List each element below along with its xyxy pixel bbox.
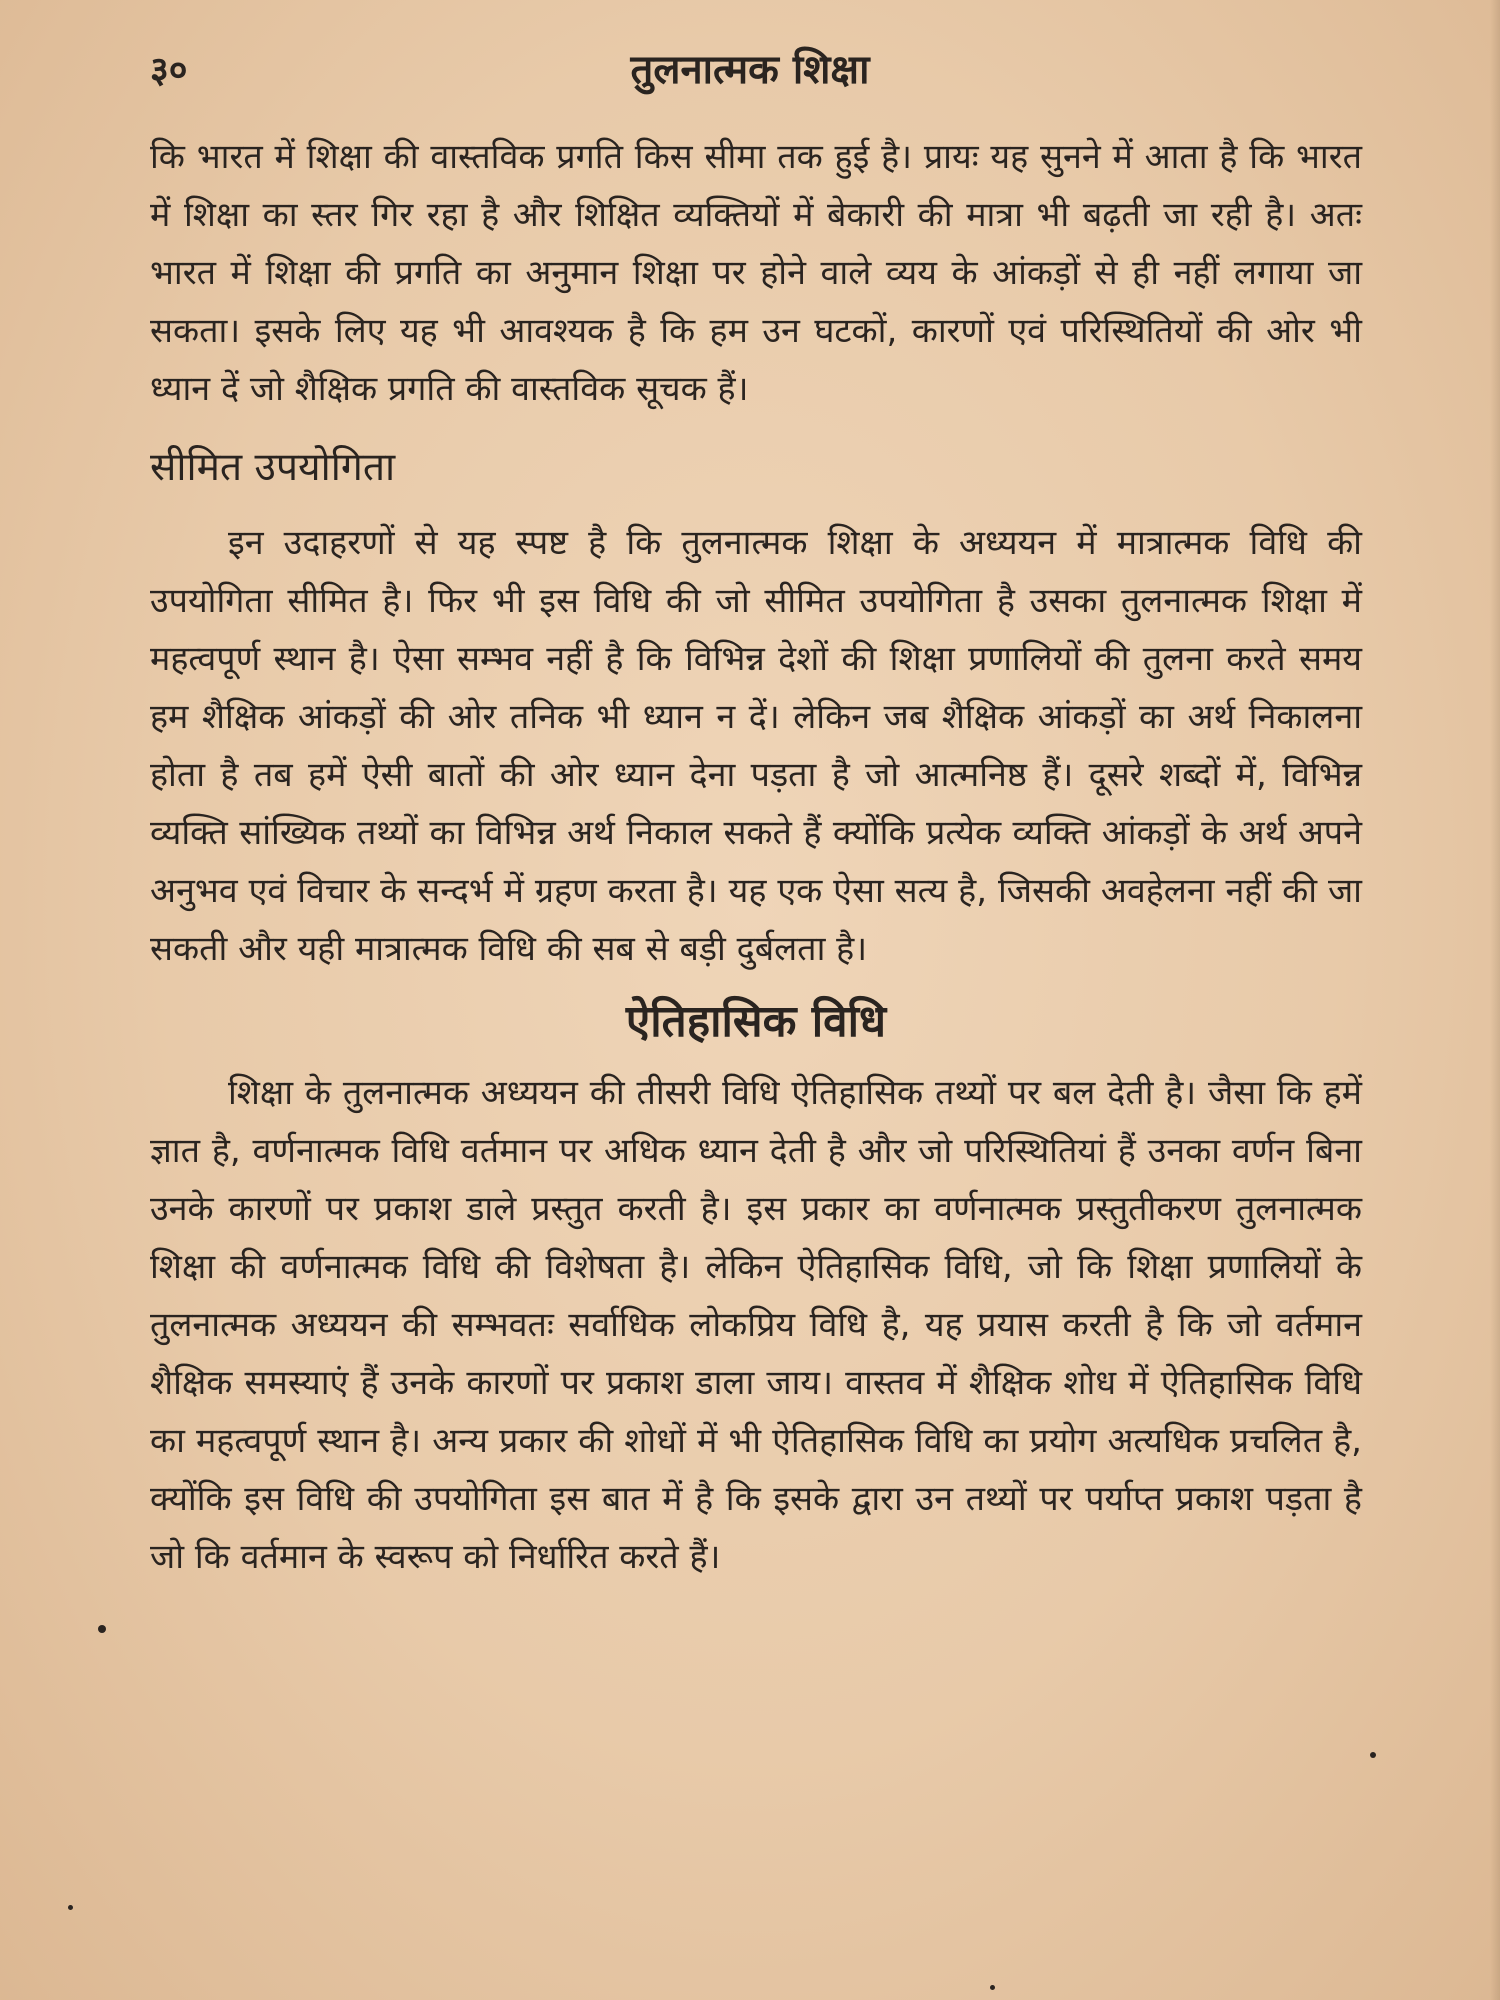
ink-speck [1370,1752,1376,1758]
ink-speck [98,1625,106,1633]
running-title: तुलनात्मक शिक्षा [630,47,870,93]
page-edge-shadow [1490,0,1500,2000]
section-heading-limited-utility: सीमित उपयोगिता [150,445,396,490]
page-number: ३० [150,50,188,91]
page-header [150,40,1350,100]
paragraph-historical-method: शिक्षा के तुलनात्मक अध्ययन की तीसरी विधि ऐतिहासिक तथ्यों पर बल देती है। जैसा कि हमें ज्ञात है, वर्णनात्मक विधि वर्तमान पर अधिक ध्यान देती है और जो परिस्थितियां हैं उनका वर्णन बिना उनके कारणों पर प्रकाश डाले प्रस्तुत करती है। इस प्रकार का वर्णनात्मक प्रस्तुतीकरण तुलनात्मक शिक्षा की वर्णनात्मक विधि की विशेषता है। लेकिन ऐतिहासिक विधि, जो कि शिक्षा प्रणालियों के तुलनात्मक अध्ययन की सम्भवतः सर्वाधिक लोकप्रिय विधि है, यह प्रयास करती है कि जो वर्तमान शैक्षिक समस्याएं हैं उनके कारणों पर प्रकाश डाला जाय। वास्तव में शैक्षिक शोध में ऐतिहासिक विधि का महत्वपूर्ण स्थान है। अन्य प्रकार की शोधों में भी ऐतिहासिक विधि का प्रयोग अत्यधिक प्रचलित है, क्योंकि इस विधि की उपयोगिता इस बात में है कि इसके द्वारा उन तथ्यों पर पर्याप्त प्रकाश पड़ता है जो कि वर्तमान के स्वरूप को निर्धारित करते हैं। [150,1073,1362,1577]
ink-speck [990,1985,995,1990]
section-heading-historical-method: ऐतिहासिक विधि [625,996,887,1047]
page-body [150,128,1362,1586]
paragraph-limited-utility: इन उदाहरणों से यह स्पष्ट है कि तुलनात्मक शिक्षा के अध्ययन में मात्रात्मक विधि की उपयोगिता सीमित है। फिर भी इस विधि की जो सीमित उपयोगिता है उसका तुलनात्मक शिक्षा में महत्वपूर्ण स्थान है। ऐसा सम्भव नहीं है कि विभिन्न देशों की शिक्षा प्रणालियों की तुलना करते समय हम शैक्षिक आंकड़ों की ओर तनिक भी ध्यान न दें। लेकिन जब शैक्षिक आंकड़ों का अर्थ निकालना होता है तब हमें ऐसी बातों की ओर ध्यान देना पड़ता है जो आत्मनिष्ठ हैं। दूसरे शब्दों में, विभिन्न व्यक्ति सांख्यिक तथ्यों का विभिन्न अर्थ निकाल सकते हैं क्योंकि प्रत्येक व्यक्ति आंकड़ों के अर्थ अपने अनुभव एवं विचार के सन्दर्भ में ग्रहण करता है। यह एक ऐसा सत्य है, जिसकी अवहेलना नहीं की जा सकती और यही मात्रात्मक विधि की सब से बड़ी दुर्बलता है। [150,523,1362,969]
ink-speck [68,1905,73,1910]
paragraph-continued: कि भारत में शिक्षा की वास्तविक प्रगति किस सीमा तक हुई है। प्रायः यह सुनने में आता है कि भारत में शिक्षा का स्तर गिर रहा है और शिक्षित व्यक्तियों में बेकारी की मात्रा भी बढ़ती जा रही है। अतः भारत में शिक्षा की प्रगति का अनुमान शिक्षा पर होने वाले व्यय के आंकड़ों से ही नहीं लगाया जा सकता। इसके लिए यह भी आवश्यक है कि हम उन घटकों, कारणों एवं परिस्थितियों की ओर भी ध्यान दें जो शैक्षिक प्रगति की वास्तविक सूचक हैं। [150,137,1362,409]
